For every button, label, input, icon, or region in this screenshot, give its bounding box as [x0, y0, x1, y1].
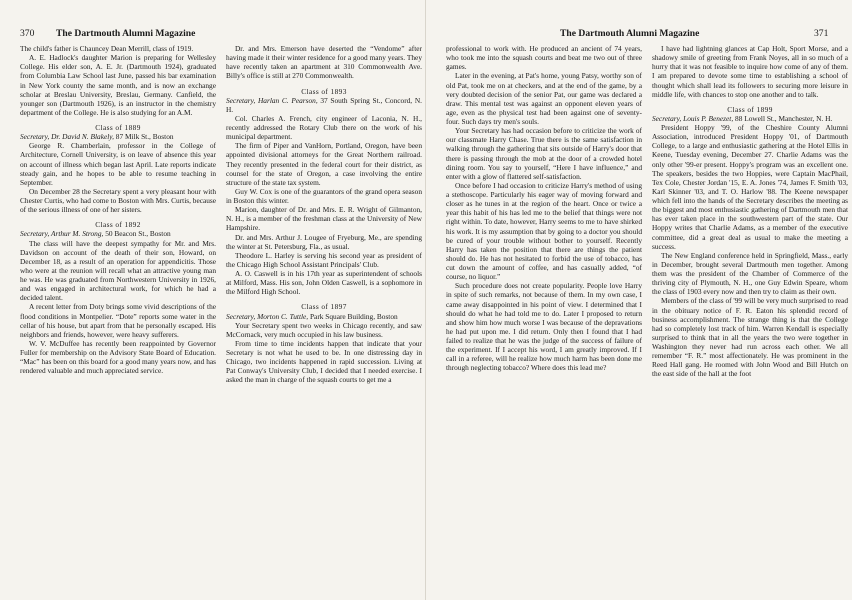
paragraph: Such procedure does not create popularity. People love Harry in spite of such remarks, not because of them. In my own case, I came away disappointed in his point of view. I determined that I should do what he had told me to do. Later I proposed to return and show him how much worse I was because of the depravations he had put upon me. I did return. Only then I found that I had failed to realize that he was the judge of the success of failure of the experiment. If I accept his word, I am greatly improved. If I call in a referee, will he realize how much harm has been done me through neglecting tobacco? Where does this lead me? — [446, 281, 642, 373]
secretary-line — [20, 132, 216, 141]
secretary-address: Park Square Building, Boston — [308, 311, 398, 321]
column — [20, 44, 216, 375]
column — [226, 44, 422, 385]
secretary-line — [226, 96, 422, 114]
paragraph: George R. Chamberlain, professor in the College of Architecture, Cornell University, is on leave of absence this year on account of illness which began last April. Late reports indicate steady gain, and he hopes to be able to resume teaching in September. — [20, 141, 216, 187]
paragraph: Dr. and Mrs. Arthur J. Lougee of Fryeburg, Me., are spending the winter at St. Petersburg, Fla., as usual. — [226, 232, 422, 251]
paragraph: Later in the evening, at Pat's home, young Patsy, worthy son of old Pat, took me on at checkers, and at the end of the game, by a very doubted decision of the senior Pat, our game was declared a draw. This mental test was against an opponent eleven years of age, even as the physical test had been against one of seventy-four. Such days try men's souls. — [446, 71, 642, 126]
paragraph: On December 28 the Secretary spent a very pleasant hour with Chester Curtis, who had come to Boston with Mrs. Curtis, because of the serious illness of one of her sisters. — [20, 186, 217, 215]
paragraph: The child's father is Chauncey Dean Merrill, class of 1919. — [20, 44, 194, 53]
paragraph: Once before I had occasion to criticize Harry's method of using a stethoscope. Particularly his eager way of moving forward and closer as he tunes in at the region of the heart. Once or twice a year this habit of his has led me to the belief that things were not right within. To date, however, Harry seems to me to have shirked his work. It is my assumption that by going to a doctor you should be cured of your trouble without bother to yourself. Recently Harry has taken the position that there are things the patient should do. He has not hesitated to forbid the use of tobacco, has cut down the amount of coffee, and has casually added, “of course, no liquor.” — [446, 180, 642, 282]
secretary-name: Secretary, Dr. David N. Blakely, — [20, 132, 114, 142]
paragraph: President Hoppy '99, of the Cheshire County Alumni Association, introduced President Hoppy '01, of Dartmouth College, to a large and enthusiastic gathering at the Hotel Ellis in Keene, Tuesday evening, December 27. Charlie Adams was the only other '99-er present. Hoppy's program was an excellent one. The speakers, besides the two Hoppies, were Captain MacPhail, Tex Cole, Chester Jordan '15, E. A. Jones '74, James F. Smith '03, Karl Skinner '03, and T. O. Harlow '88. The Keene newspaper which fell into the hands of the Secretary describes the meeting as the biggest and most enthusiastic gathering of Dartmouth men that has ever taken place in the southwestern part of the state. Our Hoppy writes that Charlie Adams, as a member of the executive committee, did a great deal as usual to make the meeting a success. — [652, 123, 848, 251]
paragraph: Theodore L. Harley is serving his second year as president of the Chicago High School Assistant Principals' Club. — [226, 250, 422, 269]
paragraph: A. E. Hadlock's daughter Marion is preparing for Wellesley College. His elder son, A. E. Jr. (Dartmouth 1924), graduated from Columbia Law School last June, passed his bar examination in New York county the same month, and is now an exchange scholar at Breslau University, Breslau, Germany. Canfield, the younger son (Dartmouth 1926), is an instructor in the chemistry department of the College. He is also studying for an A.M. — [20, 53, 216, 117]
secretary-line — [226, 312, 422, 321]
paragraph: professional to work with. He produced an ancient of 74 years, who took me into the squash courts and beat me two out of three games. — [446, 44, 642, 72]
secretary-name: Secretary, Louis P. Benezet, — [652, 113, 734, 123]
page-number: 371 — [814, 28, 829, 39]
paragraph: Members of the class of '99 will be very much surprised to read in the obituary notice of F. R. Eaton his splendid record of business accomplishment. The strange thing is that the College had so completely lost track of him. Warren Kendall is especially surprised to think that in all the years the two were together in Washington they never had run across each other. We all remember “F. R.” most affectionately. He was prominent in the Reed Hall gang. He roomed with John Wood and Bill Hutch on the east side of the hall at the foot — [652, 296, 848, 379]
paragraph: The firm of Piper and VanHorn, Portland, Oregon, have been appointed divisional attorneys for the Great Northern railroad. They recently presented in the federal court for their district, as counsel for the state of Oregon, a case involving the entire structure of the state tax system. — [226, 141, 422, 187]
class-heading: Class of 1893 — [301, 86, 347, 96]
paragraph: Your Secretary spent two weeks in Chicago recently, and saw McCornack, very much occupied in his law business. — [226, 320, 422, 339]
secretary-address: 87 Milk St., Boston — [113, 132, 174, 142]
paragraph: The class will have the deepest sympathy for Mr. and Mrs. Davidson on account of the death of their son, Howard, on December 18, as a result of an operation for appendicitis. Those who were at the reunion will recall what an attractive young man he was. He was graduated from Northwestern University in 1926, and was engaged in architectural work, for which he had a decided talent. — [20, 238, 216, 303]
secretary-address: 50 Beacon St., Boston — [103, 229, 171, 239]
paragraph: The New England conference held in Springfield, Mass., early in December, brought several Dartmouth men together. Among them was the president of the Chamber of Commerce of the thriving city of Plymouth, N. H., one Guy Edwin Speare, whom the class of 1903 every now and then try to claim as their own. — [652, 250, 848, 297]
secretary-name: Secretary, Morton C. Tuttle, — [226, 311, 309, 321]
paragraph: Dr. and Mrs. Emerson have deserted the “Vendome” after having made it their winter residence for a good many years. They have recently taken an apartment at 310 Commonwealth Ave. Billy's office is still at 270 Commonwealth. — [226, 44, 422, 81]
paragraph: A. O. Caswell is in his 17th year as superintendent of schools at Milford, Mass. His son, John Olden Caswell, is a sophomore in the Milford High School. — [226, 269, 422, 297]
paragraph: Col. Charles A. French, city engineer of Laconia, N. H., recently addressed the Rotary Club there on the work of his municipal department. — [226, 113, 422, 142]
running-head: The Dartmouth Alumni Magazine — [56, 28, 196, 39]
column — [446, 44, 642, 373]
paragraph: A recent letter from Doty brings some vivid descriptions of the flood conditions in Montpelier. “Dote” reports some water in the cellar of his house, but apart from that he personally escaped. His neighbors and friends, however, were heavy sufferers. — [20, 302, 216, 339]
paragraph: I have had lightning glances at Cap Holt, Sport Morse, and a shadowy smile of greeting from Frank Noyes, all in so much of a hurry that it was not feasible to inquire how come of any of them. I am prepared to devote some time to establishing a school of thought which shall lead its followers to securing more leisure in middle life, with chances to stop one another and to talk. — [652, 44, 848, 99]
secretary-name: Secretary, Harlan C. Pearson, — [226, 95, 318, 105]
column — [652, 44, 848, 379]
running-head: The Dartmouth Alumni Magazine — [560, 28, 700, 39]
paragraph: Marion, daughter of Dr. and Mrs. E. R. Wright of Gilmanton, N. H., is a member of the freshman class at the University of New Hampshire. — [226, 205, 422, 233]
page-number: 370 — [20, 28, 35, 39]
paragraph: W. V. McDuffee has recently been reappointed by Governor Fuller for membership on the Advisory State Board of Education. “Mac” has been on this board for a good many years now, and has rendered valuable and much appreciated service. — [20, 338, 216, 376]
secretary-line — [652, 114, 848, 123]
right-page — [426, 0, 852, 600]
secretary-address: 88 Lowell St., Manchester, N. H. — [733, 113, 833, 123]
class-heading: Class of 1899 — [727, 104, 773, 114]
secretary-name: Secretary, Arthur M. Strong, — [20, 229, 104, 239]
secretary-line — [20, 229, 216, 238]
paragraph: Your Secretary has had occasion before to criticize the work of our classmate Harry Chase. True there is the same satisfaction in walking through the gathering that sits outside of Harry's door that there is passing through the mob at the door of a crowded hotel dining room. You say to yourself, “Here I have influence,” and enter with a glow of flattered self-satisfaction. — [446, 126, 642, 181]
paragraph: From time to time incidents happen that indicate that your Secretary is not what he used to be. In one distressing day in Chicago, two incidents happened in rapid succession. Living at Pat Conway's University Club, I decided that I needed exercise. I asked the man in charge of the squash courts to get me a — [226, 338, 422, 385]
class-heading: Class of 1897 — [301, 302, 347, 312]
secretary-address: 37 South Spring St., Concord, N. H. — [226, 95, 422, 114]
class-heading: Class of 1892 — [95, 220, 141, 230]
class-heading: Class of 1889 — [95, 123, 141, 132]
paragraph: Guy W. Cox is one of the guarantors of the grand opera season in Boston this winter. — [226, 186, 422, 205]
